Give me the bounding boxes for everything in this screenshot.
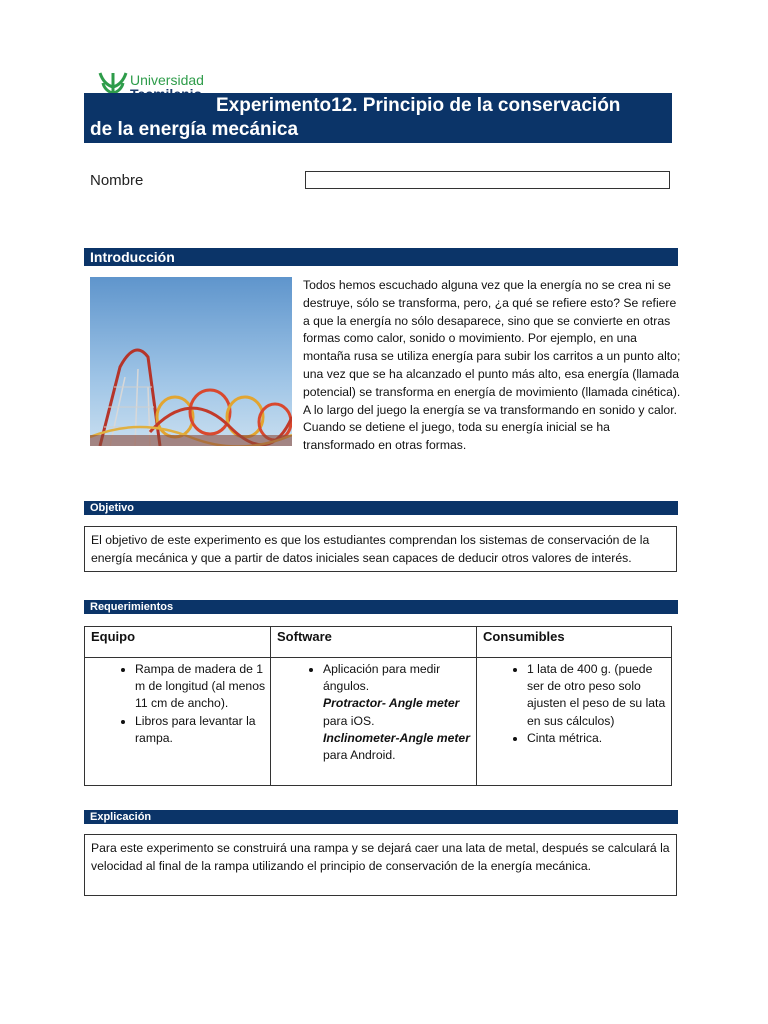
objetivo-heading: Objetivo (90, 502, 135, 514)
explicacion-text: Para este experimento se construirá una rampa y se dejará caer una lata de metal, después se calculará la velocidad al final de la rampa utilizando el principio de conservación de la energía mecánica. (91, 841, 670, 873)
table-header-row (85, 627, 672, 658)
nombre-label: Nombre (90, 172, 144, 189)
logo-text-universidad: Universidad (130, 72, 204, 88)
requerimientos-heading: Requerimientos (90, 601, 174, 613)
software-item-text: Aplicación para medir ángulos. (323, 662, 441, 694)
column-header-consumibles: Consumibles (477, 627, 672, 658)
consumibles-cell (477, 658, 672, 786)
section-header-requerimientos (84, 600, 678, 614)
objetivo-box (84, 526, 677, 572)
column-header-equipo: Equipo (85, 627, 271, 658)
software-cell (271, 658, 477, 786)
roller-coaster-image (90, 277, 292, 446)
section-header-objetivo (84, 501, 678, 515)
nombre-field[interactable] (305, 171, 670, 189)
list-item (323, 661, 472, 764)
page-title-line1: Experimento12. Principio de la conservación (216, 95, 621, 116)
section-header-explicacion (84, 810, 678, 824)
list-item: • Cinta métrica. (527, 730, 667, 747)
introduccion-text: Todos hemos escuchado alguna vez que la energía no se crea ni se destruye, sólo se transforma, pero, ¿a qué se refiere esto? Se refiere a que la energía no sólo desaparece, sino que se convierte en otras formas como calor, sonido o movimiento. Por ejemplo, en una montaña rusa se utiliza energía para subir los carritos a un punto alto; una vez que se ha alcanzado el punto más alto, esa energía (llamada potencial) se transforma en energía de movimiento (llamada cinética). A lo largo del juego la energía se va transformando en sonido y calor. Cuando se detiene el juego, toda su energía inicial se ha transformado en otras formas. (303, 278, 681, 453)
table-row (85, 658, 672, 786)
column-header-software: Software (271, 627, 477, 658)
software-app-ios: Protractor- Angle meter para iOS. (323, 696, 460, 728)
explicacion-heading: Explicación (90, 811, 152, 823)
requerimientos-table (84, 626, 672, 786)
page-title-line2: de la energía mecánica (90, 119, 299, 140)
equipo-cell (85, 658, 271, 786)
software-app-android: Inclinometer-Angle meter para Android. (323, 730, 470, 763)
list-item: • Libros para levantar la rampa. (135, 713, 266, 747)
introduccion-heading: Introducción (90, 249, 175, 265)
section-header-introduccion (84, 248, 678, 266)
list-item: • 1 lata de 400 g. (puede ser de otro peso solo ajusten el peso de su lata en sus cálculos) (527, 661, 667, 730)
objetivo-text: El objetivo de este experimento es que los estudiantes comprendan los sistemas de conservación de la energía mecánica y que a partir de datos iniciales sean capaces de deducir otros valores de interés. (91, 533, 650, 565)
explicacion-box (84, 834, 677, 896)
list-item: • Rampa de madera de 1 m de longitud (al menos 11 cm de ancho). (135, 661, 266, 713)
